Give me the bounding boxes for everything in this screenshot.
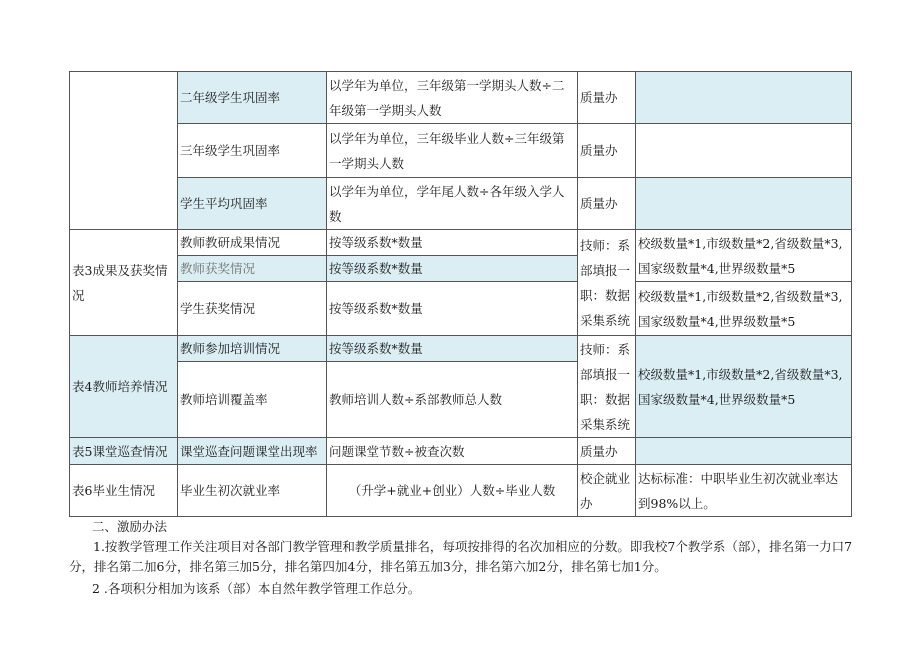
item-cell: 学生获奖情况	[178, 282, 327, 336]
method-cell: 按等级系数*数量	[327, 230, 578, 256]
method-cell: 以学年为单位，三年级毕业人数÷三年级第一学期头人数	[327, 124, 578, 178]
item-cell: 课堂巡查问题课堂出现率	[178, 438, 327, 465]
table-row	[70, 178, 852, 230]
paragraph-1: 1.按教学管理工作关注项目对各部门教学管理和教学质量排名，每项按排得的名次加相应的分数。即我校7个教学系（部），排名第一力口7分，排名第二加6分，排名第三加5分，排名第四加4分，排名第五加3分，排名第六加2分，排名第七加1分。	[69, 539, 853, 574]
section-heading: 二、激励办法	[92, 519, 168, 534]
item-cell: 教师培训覆盖率	[178, 362, 327, 438]
dept-cell: 技师：系部填报一职：数据采集系统	[578, 336, 636, 438]
table-row	[70, 72, 852, 124]
dept-cell: 质量办	[578, 72, 636, 124]
method-cell: （升学+就业+创业）人数÷毕业人数	[327, 465, 578, 517]
item-cell: 学生平均巩固率	[178, 178, 327, 230]
note-cell: 校级数量*1,市级数量*2,省级数量*3,国家级数量*4,世界级数量*5	[636, 282, 852, 336]
item-cell: 毕业生初次就业率	[178, 465, 327, 517]
table-row	[70, 230, 852, 256]
evaluation-table	[69, 71, 852, 517]
category-cell: 表3成果及获奖情况	[70, 230, 178, 336]
note-cell	[636, 124, 852, 178]
table-row	[70, 124, 852, 178]
paragraph-2: 2 .各项积分相加为该系（部）本自然年教学管理工作总分。	[92, 581, 421, 596]
item-cell: 二年级学生巩固率	[178, 72, 327, 124]
dept-cell: 质量办	[578, 124, 636, 178]
category-cell-continued	[70, 72, 178, 230]
dept-cell: 质量办	[578, 438, 636, 465]
category-cell: 表5课堂巡查情况	[70, 438, 178, 465]
category-cell: 表4教师培养情况	[70, 336, 178, 438]
note-cell: 达标标准：中职毕业生初次就业率达到98%以上。	[636, 465, 852, 517]
dept-cell: 技师：系部填报一职：数据采集系统	[578, 230, 636, 336]
method-cell: 问题课堂节数÷被查次数	[327, 438, 578, 465]
note-cell	[636, 438, 852, 465]
note-cell: 校级数量*1,市级数量*2,省级数量*3,国家级数量*4,世界级数量*5	[636, 336, 852, 438]
table-row	[70, 465, 852, 517]
table-row	[70, 438, 852, 465]
dept-cell: 质量办	[578, 178, 636, 230]
method-cell: 按等级系数*数量	[327, 336, 578, 362]
method-cell: 教师培训人数÷系部教师总人数	[327, 362, 578, 438]
note-cell	[636, 178, 852, 230]
note-cell: 校级数量*1,市级数量*2,省级数量*3,国家级数量*4,世界级数量*5	[636, 230, 852, 282]
dept-cell: 校企就业办	[578, 465, 636, 517]
item-cell: 教师参加培训情况	[178, 336, 327, 362]
method-cell: 以学年为单位，学年尾人数÷各年级入学人数	[327, 178, 578, 230]
note-cell	[636, 72, 852, 124]
item-cell: 三年级学生巩固率	[178, 124, 327, 178]
method-cell: 按等级系数*数量	[327, 256, 578, 282]
method-cell: 以学年为单位，三年级第一学期头人数÷二年级第一学期头人数	[327, 72, 578, 124]
item-cell: 教师教研成果情况	[178, 230, 327, 256]
method-cell: 按等级系数*数量	[327, 282, 578, 336]
table-row	[70, 282, 852, 336]
table-row	[70, 336, 852, 362]
category-cell: 表6毕业生情况	[70, 465, 178, 517]
item-cell: 教师获奖情况	[178, 256, 327, 282]
